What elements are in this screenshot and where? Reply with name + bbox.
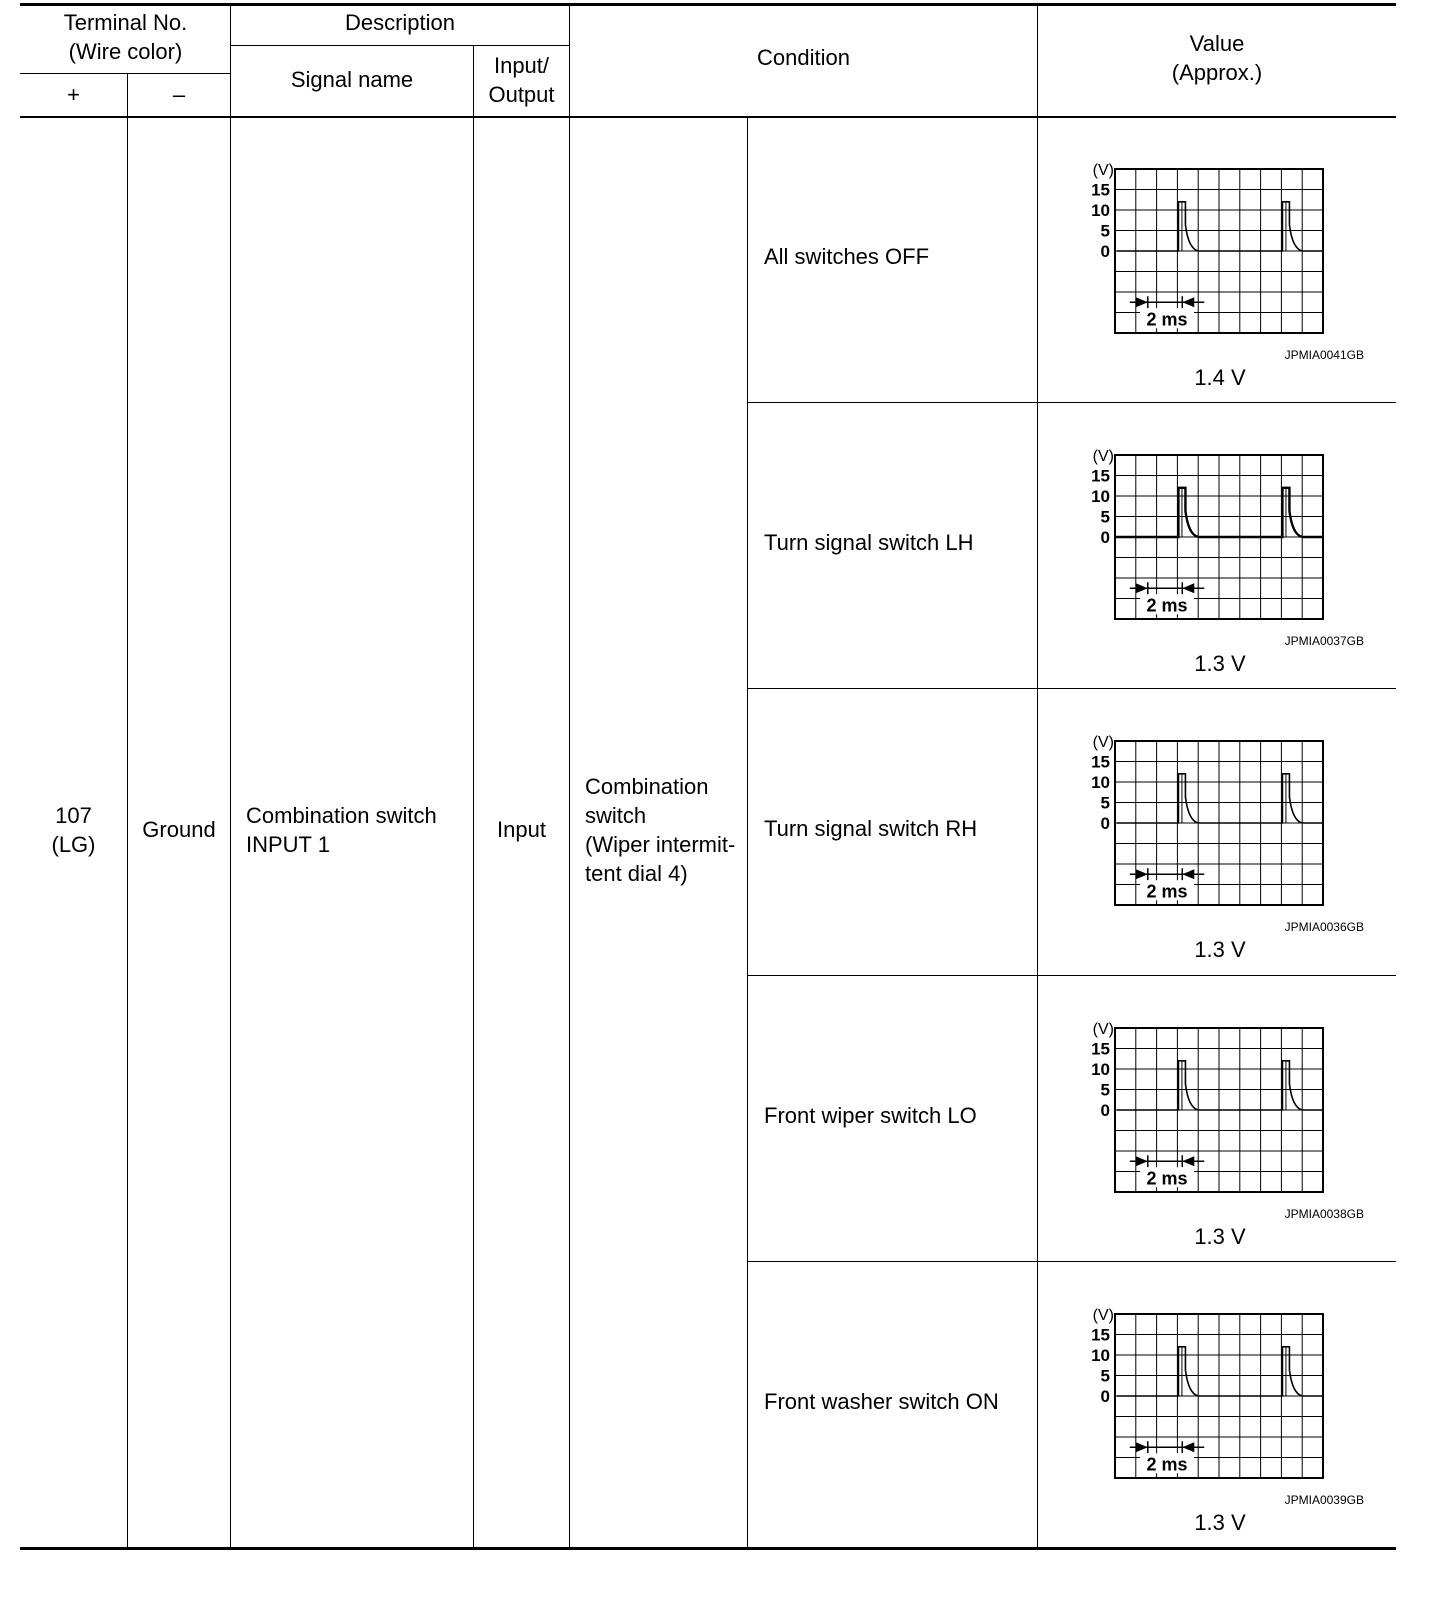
header-rule-description bbox=[231, 45, 570, 46]
condition-label: Turn signal switch LH bbox=[764, 530, 974, 555]
row-rule-3 bbox=[748, 975, 1396, 976]
waveform-trace bbox=[1117, 774, 1323, 823]
condition-label: All switches OFF bbox=[764, 244, 930, 269]
time-scale-arrow-right bbox=[1136, 297, 1148, 307]
waveform-chart bbox=[1091, 1016, 1364, 1206]
waveform-trace bbox=[1117, 1347, 1323, 1396]
time-scale-label: 2 ms bbox=[1146, 595, 1188, 616]
row-rule-2 bbox=[748, 688, 1396, 689]
approx-value: 1.3 V bbox=[1194, 937, 1246, 962]
waveform-y-tick: 0 bbox=[1100, 242, 1110, 261]
time-scale-label: 2 ms bbox=[1146, 309, 1188, 330]
time-scale-label: 2 ms bbox=[1146, 881, 1188, 902]
waveform-y-tick: 0 bbox=[1100, 814, 1110, 833]
input-output-value: Input bbox=[497, 817, 546, 842]
waveform-trace bbox=[1117, 1061, 1323, 1110]
waveform-y-tick: 15 bbox=[1091, 1325, 1110, 1345]
approx-value: 1.3 V bbox=[1194, 651, 1246, 676]
time-scale-arrow-right bbox=[1136, 869, 1148, 879]
waveform-trace bbox=[1117, 202, 1323, 251]
approx-value: 1.4 V bbox=[1194, 365, 1246, 390]
time-scale-arrow-left bbox=[1182, 869, 1194, 879]
header-plus: + bbox=[67, 82, 80, 107]
waveform-y-tick: 5 bbox=[1100, 793, 1110, 813]
waveform-y-tick: 10 bbox=[1091, 201, 1110, 220]
condition-label: Front wiper switch LO bbox=[764, 1103, 977, 1128]
waveform-y-tick: 10 bbox=[1091, 773, 1110, 792]
waveform-y-tick: 10 bbox=[1091, 1346, 1110, 1365]
signal-name-value: Combination switch INPUT 1 bbox=[246, 803, 437, 857]
figure-code: JPMIA0036GB bbox=[1284, 920, 1364, 934]
header-signal-name: Signal name bbox=[290, 67, 414, 92]
time-scale-arrow-right bbox=[1136, 1156, 1148, 1166]
waveform-y-tick: 5 bbox=[1100, 221, 1110, 241]
waveform-y-tick: 0 bbox=[1100, 1101, 1110, 1120]
col-rule-signal bbox=[230, 5, 231, 1548]
waveform-unit-label: (V) bbox=[1092, 448, 1114, 465]
waveform-unit-label: (V) bbox=[1092, 1307, 1114, 1324]
col-rule-minus bbox=[127, 74, 128, 1548]
time-scale-arrow-left bbox=[1182, 583, 1194, 593]
waveform-y-tick: 5 bbox=[1100, 1366, 1110, 1386]
terminal-minus-value: Ground bbox=[142, 817, 216, 842]
table-top-rule bbox=[20, 3, 1396, 6]
approx-value: 1.3 V bbox=[1194, 1510, 1246, 1535]
figure-code: JPMIA0037GB bbox=[1284, 634, 1364, 648]
waveform-y-tick: 15 bbox=[1091, 752, 1110, 772]
waveform-unit-label: (V) bbox=[1092, 162, 1114, 179]
waveform-unit-label: (V) bbox=[1092, 734, 1114, 751]
figure-code: JPMIA0041GB bbox=[1284, 348, 1364, 362]
header-condition: Condition bbox=[757, 45, 850, 70]
header-rule-terminal bbox=[20, 73, 231, 74]
col-rule-io bbox=[473, 46, 474, 1548]
waveform-y-tick: 15 bbox=[1091, 1039, 1110, 1059]
approx-value: 1.3 V bbox=[1194, 1224, 1246, 1249]
waveform-y-tick: 5 bbox=[1100, 507, 1110, 527]
waveform-chart bbox=[1091, 157, 1364, 347]
figure-code: JPMIA0038GB bbox=[1284, 1207, 1364, 1221]
waveform-unit-label: (V) bbox=[1092, 1021, 1114, 1038]
row-rule-1 bbox=[748, 402, 1396, 403]
table-bottom-rule bbox=[20, 1547, 1396, 1550]
waveform-y-tick: 0 bbox=[1100, 528, 1110, 547]
header-input-output: Input/ Output bbox=[488, 53, 555, 107]
waveform-chart bbox=[1091, 1302, 1364, 1492]
time-scale-arrow-left bbox=[1182, 1442, 1194, 1452]
condition-main-value: Combination switch (Wiper intermit- tent dial 4) bbox=[585, 774, 736, 886]
terminal-plus-value: 107 (LG) bbox=[51, 803, 96, 857]
header-value: Value (Approx.) bbox=[1171, 31, 1263, 85]
time-scale-arrow-right bbox=[1136, 583, 1148, 593]
waveform-y-tick: 5 bbox=[1100, 1080, 1110, 1100]
figure-code: JPMIA0039GB bbox=[1284, 1493, 1364, 1507]
waveform-chart bbox=[1091, 443, 1364, 633]
header-bottom-rule bbox=[20, 116, 1396, 118]
time-scale-label: 2 ms bbox=[1146, 1454, 1188, 1475]
header-minus: – bbox=[172, 82, 186, 107]
waveform-y-tick: 10 bbox=[1091, 1060, 1110, 1079]
waveform-y-tick: 15 bbox=[1091, 466, 1110, 486]
row-rule-4 bbox=[748, 1261, 1396, 1262]
waveform-y-tick: 0 bbox=[1100, 1387, 1110, 1406]
time-scale-arrow-left bbox=[1182, 297, 1194, 307]
col-rule-condition-sub bbox=[747, 117, 748, 1548]
col-rule-condition bbox=[569, 5, 570, 1548]
waveform-y-tick: 10 bbox=[1091, 487, 1110, 506]
header-terminal-no: Terminal No. (Wire color) bbox=[63, 10, 188, 64]
time-scale-arrow-left bbox=[1182, 1156, 1194, 1166]
waveform-y-tick: 15 bbox=[1091, 180, 1110, 200]
time-scale-label: 2 ms bbox=[1146, 1168, 1188, 1189]
condition-label: Turn signal switch RH bbox=[764, 816, 978, 841]
time-scale-arrow-right bbox=[1136, 1442, 1148, 1452]
waveform-chart bbox=[1091, 729, 1364, 919]
header-description: Description bbox=[344, 10, 456, 35]
col-rule-value bbox=[1037, 5, 1038, 1548]
condition-label: Front washer switch ON bbox=[764, 1389, 999, 1414]
